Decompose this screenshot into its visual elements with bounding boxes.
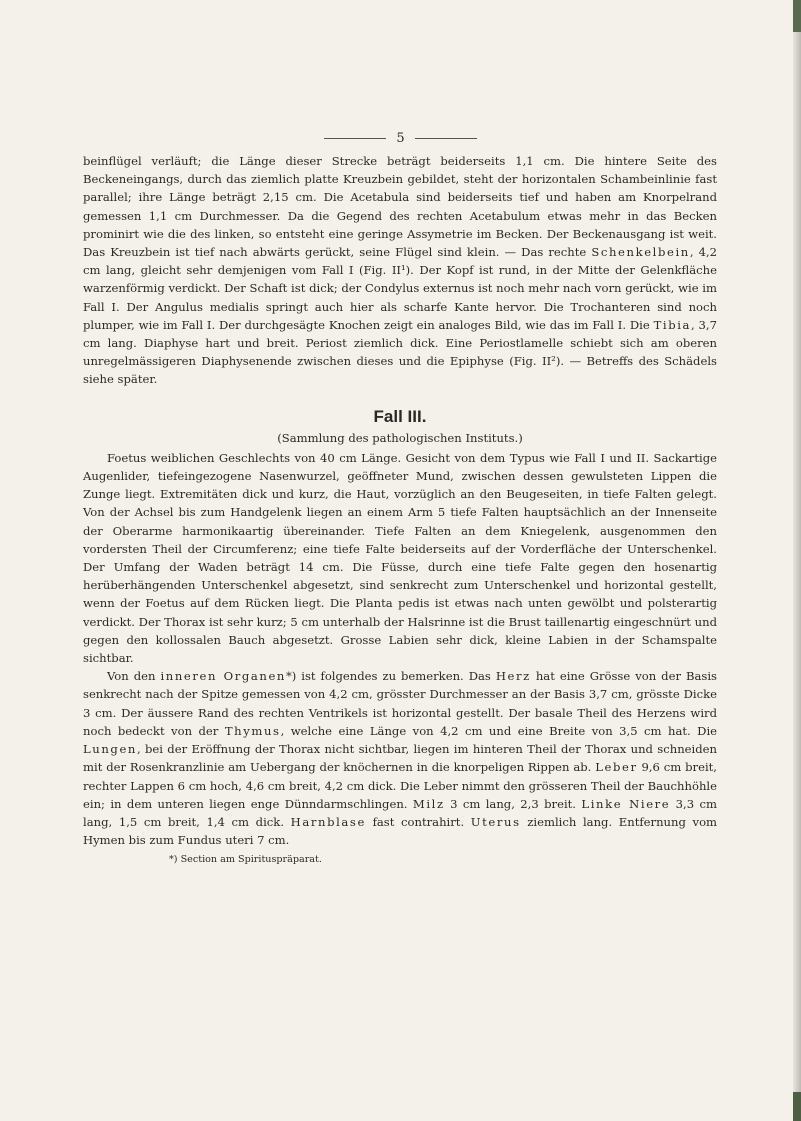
page-edge bbox=[793, 0, 801, 1121]
section-subtitle: (Sammlung des pathologischen Instituts.) bbox=[277, 430, 523, 445]
term-thymus: Thymus bbox=[224, 723, 281, 738]
organs-prefix: Von den bbox=[107, 669, 156, 684]
document-body bbox=[83, 152, 717, 866]
edge-mark-bottom bbox=[793, 1092, 801, 1121]
organs-text-9: ziemlich lang. Entfernung vom Hymen bis zum Fundus uteri 7 cm. bbox=[83, 814, 718, 848]
page-number: 5 bbox=[396, 131, 405, 146]
term-herz: Herz bbox=[495, 669, 531, 684]
header-rule-left bbox=[324, 138, 386, 139]
intro-text-2: , 4,2 cm lang, gleicht sehr demjenigen vom Fall I (Fig. II¹). Der Kopf ist rund, in der Mitte der Gelenkfläche warzenförmig verdickt. Der Schaft ist dick; der Condylus externus ist noch mehr nach vorn gerückt, wie im Fall I. Der Angulus medialis springt auch hier als scharfe Kante hervor. Die Trochanteren sind noch plumper, wie im Fall I. Der durchgesägte Knochen zeigt ein analoges Bild, wie das im Fall I. Die bbox=[83, 245, 718, 332]
organs-text-5: 9,6 cm breit, rechter Lappen 6 cm hoch, 4,6 cm breit, 4,2 cm dick. Die Leber nimmt den grösseren Theil der Bauchhöhle ein; in dem unteren liegen enge Dünndarmschlingen. bbox=[83, 760, 717, 811]
term-milz: Milz bbox=[412, 796, 445, 811]
term-lungen: Lungen bbox=[83, 742, 137, 757]
term-niere: Linke Niere bbox=[581, 796, 671, 811]
term-uterus: Uterus bbox=[470, 814, 521, 829]
header-rule-right bbox=[415, 138, 477, 139]
term-leber: Leber bbox=[595, 760, 638, 775]
organs-text-7: 3,3 cm lang, 1,5 cm breit, 1,4 cm dick. bbox=[83, 796, 717, 829]
organs-text-8: fast contrahirt. bbox=[372, 814, 465, 829]
term-harnblase: Harnblase bbox=[290, 814, 366, 829]
term-schenkelbein: Schenkelbein bbox=[591, 245, 690, 260]
footnote: *) Section am Spirituspräparat. bbox=[169, 854, 322, 866]
paragraph-organs bbox=[83, 667, 717, 849]
organs-text-1: *) ist folgendes zu bemerken. Das bbox=[285, 669, 491, 684]
term-organen: inneren Organen bbox=[160, 669, 286, 684]
section-title: Fall III. bbox=[373, 406, 427, 426]
organs-text-3: , welche eine Länge von 4,2 cm und eine Breite von 3,5 cm hat. Die bbox=[280, 723, 718, 738]
intro-text-3: , 3,7 cm lang. Diaphyse hart und breit. Periost ziemlich dick. Eine Periostlamelle schiebt sich am oberen unregelmässigeren Diaphysenende zwischen dieses und die Epiphyse (Fig. II²). — Betreffs des Schädels siehe später. bbox=[83, 317, 717, 387]
organs-text-6: 3 cm lang, 2,3 breit. bbox=[450, 796, 576, 811]
intro-text-1: beinflügel verläuft; die Länge dieser Strecke beträgt beiderseits 1,1 cm. Die hintere Seite des Beckeneingangs, durch das ziemlich platte Kreuzbein gebildet, steht der horizontalen Schambeinlinie fast parallel; ihre Länge beträgt 2,15 cm. Die Acetabula sind beiderseits tief und haben am Knorpelrand gemessen 1,1 cm Durchmesser. Da die Gegend des rechten Acetabulum etwas mehr in das Becken prominirt wie die des linken, so entsteht eine geringe Assymetrie im Becken. Der Beckenausgang ist weit. Das Kreuzbein ist tief nach abwärts gerückt, seine Flügel sind klein. — Das rechte bbox=[83, 154, 717, 260]
page-header bbox=[0, 132, 801, 145]
organs-text-2: hat eine Grösse von der Basis senkrecht nach der Spitze gemessen von 4,2 cm, grösster Durchmesser an der Basis 3,7 cm, grösste Dicke 3 cm. Der äussere Rand des rechten Ventrikels ist horizontal gestellt. Der basale Theil des Herzens wird noch bedeckt von der bbox=[83, 669, 717, 738]
term-tibia: Tibia bbox=[653, 317, 692, 332]
organs-text-4: , bei der Eröffnung der Thorax nicht sichtbar, liegen im hinteren Theil der Thorax und schneiden mit der Rosenkranzlinie am Uebergang der knöchernen in die knorpeligen Rippen ab. bbox=[83, 742, 717, 775]
edge-mark-top bbox=[793, 0, 801, 32]
paragraph-intro bbox=[83, 152, 717, 389]
paragraph-fall3: Foetus weiblichen Geschlechts von 40 cm Länge. Gesicht von dem Typus wie Fall I und II. Sackartige Augenlider, tiefeingezogene Nasenwurzel, geöffneter Mund, zwischen dessen gewulsteten Lippen die Zunge liegt. Extremitäten dick und kurz, die Haut, vorzüglich an den Beugeseiten, in tiefe Falten gelegt. Von der Achsel bis zum Handgelenk liegen an einem Arm 5 tiefe Falten hauptsächlich an der Innenseite der Oberarme harmonikaartig übereinander. Tiefe Falten an dem Kniegelenk, ausgenommen den vordersten Theil der Circumferenz; eine tiefe Falte beiderseits auf der Vorderfläche der Unterschenkel. Der Umfang der Waden beträgt 14 cm. Die Füsse, durch eine tiefe Falte gegen den hosenartig herüberhängenden Unterschenkel abgesetzt, sind senkrecht zum Unterschenkel und horizontal gestellt, wenn der Foetus auf dem Rücken liegt. Die Planta pedis ist etwas nach unten gewölbt und polsterartig verdickt. Der Thorax ist sehr kurz; 5 cm unterhalb der Halsrinne ist die Brust taillenartig eingeschnürt und gegen den kollossalen Bauch abgesetzt. Grosse Labien sehr dick, kleine Labien in der Schamspalte sichtbar. bbox=[83, 450, 717, 666]
